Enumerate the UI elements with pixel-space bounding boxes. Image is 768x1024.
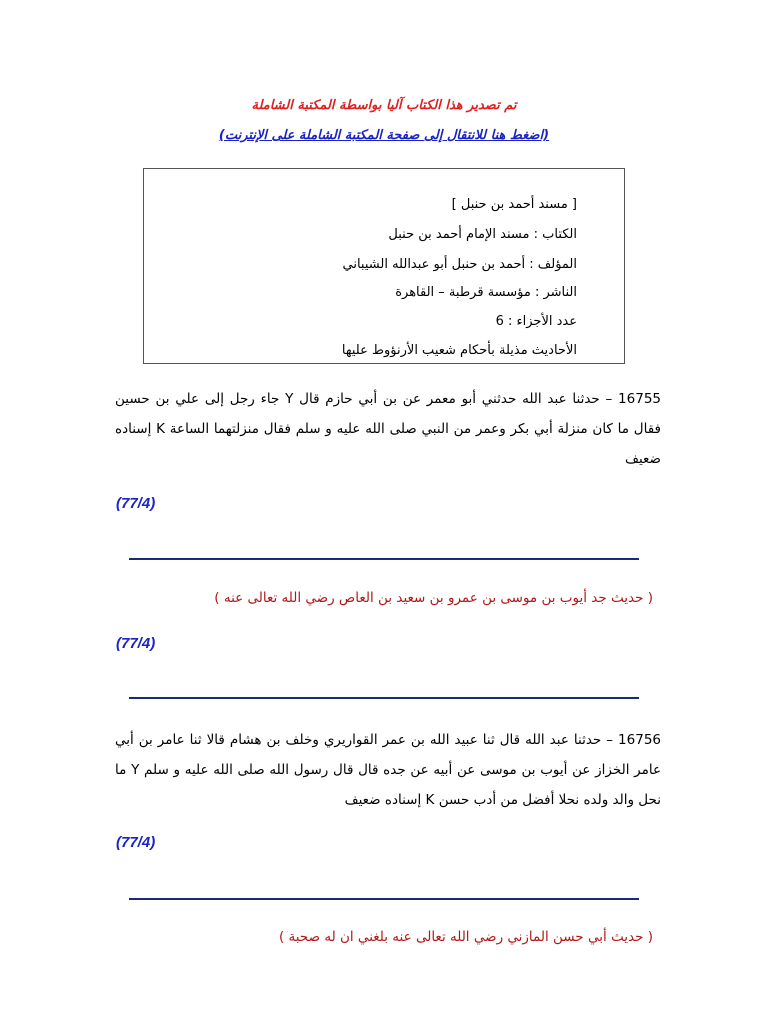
export-notice-title: تم تصدير هذا الكتاب آليا بواسطة المكتبة الشاملة: [251, 98, 517, 113]
section-divider: [129, 558, 639, 560]
section-divider: [129, 697, 639, 699]
book-note-line: الأحاديث مذيلة بأحكام شعيب الأرنؤوط عليها: [341, 343, 577, 358]
book-series-line: [ مسند أحمد بن حنبل ]: [451, 197, 577, 212]
book-volumes-line: عدد الأجزاء : 6: [495, 314, 577, 329]
book-author-line: المؤلف : أحمد بن حنبل أبو عبدالله الشيباني: [342, 257, 577, 272]
chapter-heading: ( حديث جد أيوب بن موسى بن عمرو بن سعيد بن العاص رضي الله تعالى عنه ): [214, 590, 653, 606]
page-reference: (77/4): [116, 635, 156, 652]
book-publisher-line: الناشر : مؤسسة قرطبة – القاهرة: [395, 285, 577, 300]
page-reference: (77/4): [116, 495, 156, 512]
hadith-16755-text: 16755 – حدثنا عبد الله حدثني أبو معمر عن بن أبي حازم قال Y جاء رجل إلى علي بن حسين فقال ما كان منزلة أبي بكر وعمر من النبي صلى الله عليه و سلم فقال منزلتهما الساعة K إسناده ضعيف: [115, 391, 661, 467]
book-title-line: الكتاب : مسند الإمام أحمد بن حنبل: [388, 227, 577, 242]
chapter-heading: ( حديث أبي حسن المازني رضي الله تعالى عنه بلغني ان له صحبة ): [279, 929, 653, 945]
hadith-16756-text: 16756 – حدثنا عبد الله قال ثنا عبيد الله بن عمر القواريري وخلف بن هشام قالا ثنا عامر بن أبي عامر الخزاز عن أيوب بن موسى عن أبيه عن جده قال قال رسول الله صلى الله عليه و سلم Y ما نحل والد ولده نحلا أفضل من أدب حسن K إسناده ضعيف: [115, 732, 661, 808]
section-divider: [129, 898, 639, 900]
book-info-box: [143, 168, 625, 364]
page-reference: (77/4): [116, 834, 156, 851]
shamela-website-link[interactable]: (اضغط هنا للانتقال إلى صفحة المكتبة الشاملة على الإنترنت): [218, 128, 550, 143]
